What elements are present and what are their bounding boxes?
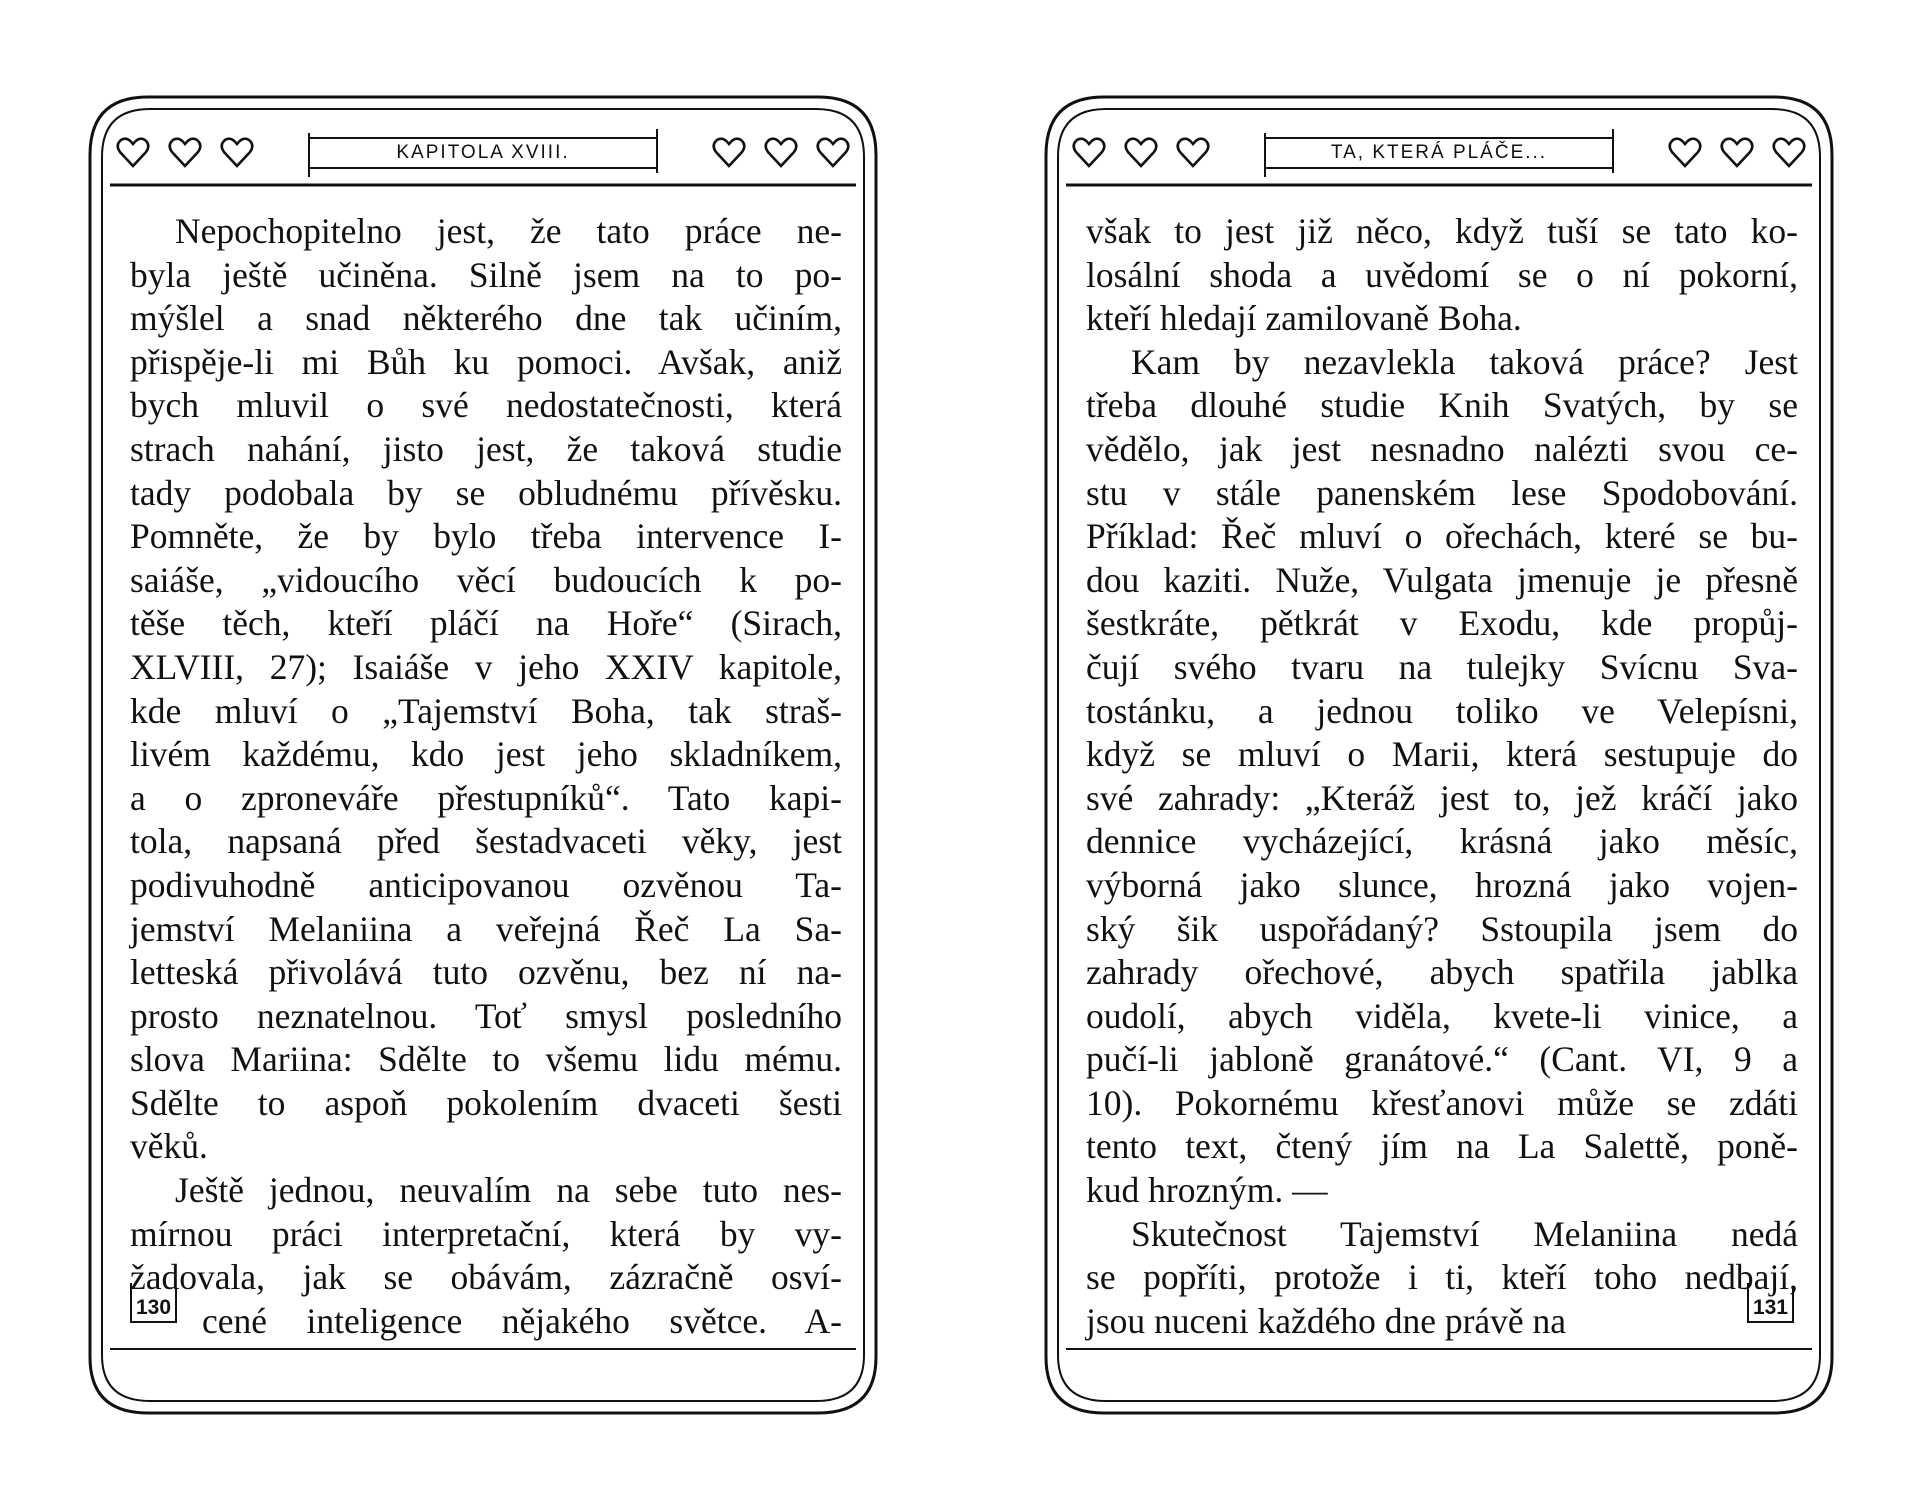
text-line: livém každému, kdo jest jeho skladníkem, bbox=[130, 734, 842, 775]
text-line: losální shoda a uvědomí se o ní pokorní, bbox=[1086, 254, 1798, 295]
left-header bbox=[116, 129, 850, 177]
heart-icon bbox=[1772, 137, 1806, 169]
running-head-text: KAPITOLA XVIII. bbox=[396, 142, 570, 163]
left-hearts-group bbox=[1072, 137, 1232, 169]
text-line: mírnou práci interpretační, která by vy- bbox=[130, 1213, 842, 1254]
heart-icon bbox=[816, 137, 850, 169]
text-line: přispěje-li mi Bůh ku pomoci. Avšak, aniž bbox=[130, 341, 842, 382]
heart-icon bbox=[1176, 137, 1210, 169]
heart-icon bbox=[1668, 137, 1702, 169]
text-line: kud hrozným. — bbox=[1086, 1170, 1328, 1211]
left-hearts-group bbox=[116, 137, 276, 169]
text-line: Skutečnost Tajemství Melaniina nedá bbox=[1131, 1213, 1798, 1254]
text-line: Nepochopitelno jest, že tato práce ne- bbox=[175, 211, 842, 251]
running-head-text: TA, KTERÁ PLÁČE... bbox=[1330, 142, 1548, 163]
text-line: podivuhodně anticipovanou ozvěnou Ta- bbox=[130, 864, 842, 905]
left-body-text bbox=[130, 210, 842, 1343]
heart-icon bbox=[1720, 137, 1754, 169]
page-number: 130 bbox=[130, 1289, 177, 1323]
text-line: dou kaziti. Nuže, Vulgata jmenuje je přesně bbox=[1086, 559, 1798, 600]
heart-icon bbox=[116, 137, 150, 169]
text-line: tento text, čtený jím na La Salettě, poně- bbox=[1086, 1126, 1798, 1167]
text-line: bych mluvil o své nedostatečnosti, která bbox=[130, 385, 842, 426]
text-line: těše těch, kteří pláčí na Hoře“ (Sirach, bbox=[130, 603, 842, 644]
text-line: jemství Melaniina a veřejná Řeč La Sa- bbox=[130, 908, 842, 949]
text-line: výborná jako slunce, hrozná jako vojen- bbox=[1086, 864, 1798, 905]
right-page bbox=[1044, 95, 1834, 1415]
heart-icon bbox=[220, 137, 254, 169]
right-body-text bbox=[1086, 210, 1798, 1343]
text-line: cené inteligence nějakého světce. A- bbox=[202, 1300, 842, 1341]
text-line: tostánku, a jednou toliko ve Velepísni, bbox=[1086, 690, 1798, 731]
text-line: a o zproneváře přestupníků“. Tato kapi- bbox=[130, 777, 842, 818]
heart-icon bbox=[1072, 137, 1106, 169]
text-line: prosto neznatelnou. Toť smysl posledního bbox=[130, 995, 842, 1036]
text-line: saiáše, „vidoucího věcí budoucích k po- bbox=[130, 559, 842, 600]
text-line: šestkráte, pětkrát v Exodu, kde propůj- bbox=[1086, 603, 1798, 644]
left-page bbox=[88, 95, 878, 1415]
right-hearts-group bbox=[690, 137, 850, 169]
text-line: tady podobala by se obludnému přívěsku. bbox=[130, 472, 842, 513]
page-number: 131 bbox=[1747, 1289, 1794, 1323]
text-line: žadovala, jak se obávám, zázračně osví- bbox=[130, 1257, 842, 1298]
text-line: čují svého tvaru na tulejky Svícnu Sva- bbox=[1086, 646, 1798, 687]
text-line: letteská přivolává tuto ozvěnu, bez ní na- bbox=[130, 952, 842, 993]
heart-icon bbox=[168, 137, 202, 169]
text-line: Sdělte to aspoň pokolením dvaceti šesti bbox=[130, 1082, 842, 1123]
text-line: své zahrady: „Kteráž jest to, jež kráčí jako bbox=[1086, 777, 1798, 818]
text-line: jsou nuceni každého dne právě na bbox=[1086, 1300, 1567, 1341]
heart-icon bbox=[712, 137, 746, 169]
text-line: byla ještě učiněna. Silně jsem na to po- bbox=[130, 254, 842, 295]
text-line: ský šik uspořádaný? Sstoupila jsem do bbox=[1086, 908, 1798, 949]
text-line: se popříti, protože i ti, kteří toho nedbají, bbox=[1086, 1257, 1798, 1298]
text-line: pučí-li jabloně granátové.“ (Cant. VI, 9 a bbox=[1086, 1039, 1798, 1080]
text-line: dennice vycházející, krásná jako měsíc, bbox=[1086, 821, 1798, 862]
text-line: kteří hledají zamilovaně Boha. bbox=[1086, 298, 1522, 339]
text-line: když se mluví o Marii, která sestupuje do bbox=[1086, 734, 1798, 775]
text-line: strach nahání, jisto jest, že taková studie bbox=[130, 428, 842, 469]
text-line: Pomněte, že by bylo třeba intervence I- bbox=[130, 516, 842, 557]
text-line: Příklad: Řeč mluví o ořechách, které se bu- bbox=[1086, 516, 1798, 557]
text-line: zahrady ořechové, abych spatřila jablka bbox=[1086, 952, 1798, 993]
text-line: vědělo, jak jest nesnadno nalézti svou ce- bbox=[1086, 428, 1798, 469]
text-line: oudolí, abych viděla, kvete-li vinice, a bbox=[1086, 995, 1798, 1036]
running-head bbox=[308, 137, 658, 169]
heart-icon bbox=[1124, 137, 1158, 169]
text-line: však to jest již něco, když tuší se tato ko- bbox=[1086, 211, 1798, 251]
text-line: kde mluví o „Tajemství Boha, tak straš- bbox=[130, 690, 842, 731]
text-line: třeba dlouhé studie Knih Svatých, by se bbox=[1086, 385, 1798, 426]
text-line: XLVIII, 27); Isaiáše v jeho XXIV kapitole, bbox=[130, 646, 842, 687]
right-hearts-group bbox=[1646, 137, 1806, 169]
text-line: slova Mariina: Sdělte to všemu lidu mému. bbox=[130, 1039, 842, 1080]
right-header bbox=[1072, 129, 1806, 177]
heart-icon bbox=[764, 137, 798, 169]
text-line: věků. bbox=[130, 1126, 208, 1167]
text-line: tola, napsaná před šestadvaceti věky, jest bbox=[130, 821, 842, 862]
text-line: Ještě jednou, neuvalím na sebe tuto nes- bbox=[175, 1170, 842, 1211]
text-line: Kam by nezavlekla taková práce? Jest bbox=[1131, 341, 1798, 382]
running-head bbox=[1264, 137, 1614, 169]
text-line: 10). Pokornému křesťanovi může se zdáti bbox=[1086, 1082, 1798, 1123]
text-line: stu v stále panenském lese Spodobování. bbox=[1086, 472, 1798, 513]
text-line: mýšlel a snad některého dne tak učiním, bbox=[130, 298, 842, 339]
